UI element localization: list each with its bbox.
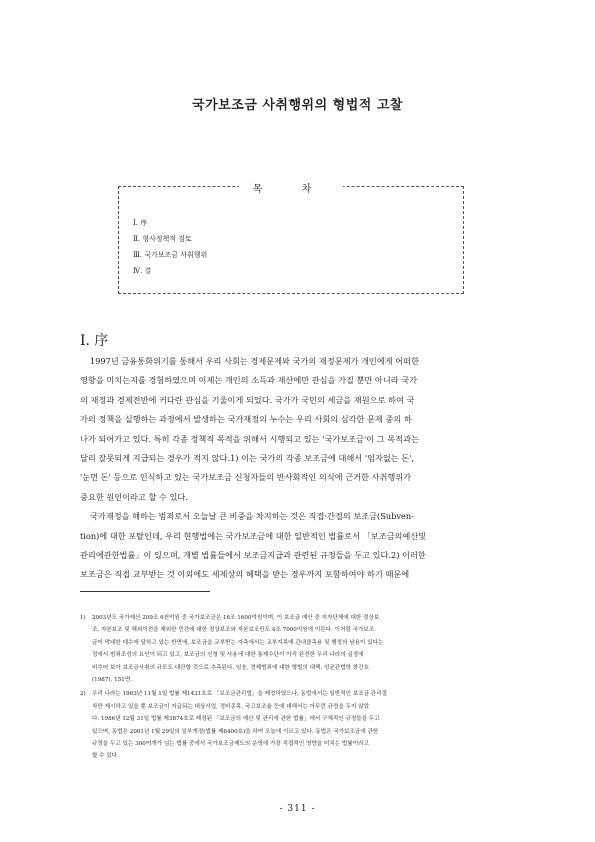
text-line: 관리에관한법률」이 있으며, 개별 법률들에서 보조금지급과 관련된 규정들을 두고 있다.2) 이러한 [80, 550, 426, 561]
footnote-line: 2003년도 국가예산 209조 6천억원 중 국가보조금은 16조 1600억원이며, 이 보조금 예산 중 지자단체에 대한 경상보 [92, 615, 380, 621]
footnote-line: 할 수 있다. [92, 753, 119, 760]
footnote-line: 금이 막대한 데수에 달하고 있는 반면에, 보조금을 교부받는 자측에서는 교부지목에 관내클측용 및 행정의 남용이 있다는 [92, 639, 384, 646]
footnote-line: 다. 1986년 12월 31일 법률 제3874호로 제정된 「보조금의 예산 및 관리에 관한 법률」에서 구체적인 규정들을 두고 [92, 716, 380, 723]
toc-heading: 목 차 [239, 184, 344, 195]
text-line: 가의 정책을 실행하는 과정에서 발생하는 국가재정의 누수는 우리 사회의 심각한 문제 중의 하 [80, 414, 412, 425]
footnote-divider [80, 591, 210, 592]
toc-item[interactable]: Ⅱ. 형사정책적 검토 [133, 235, 192, 243]
text-line: '눈먼 돈' 등으로 인식하고 있는 국가보조금 신청자들의 반사회적인 의식에 근거한 사취행위가 [80, 472, 412, 483]
footnote [80, 612, 520, 686]
footnote-line: 규정을 두고 있는 300여개가 넘는 법률 중에서 국가보조금제도의 운영에 가장 직접적인 영향을 미치는 법률이라고 [92, 741, 369, 748]
paragraph [80, 352, 526, 507]
toc-item[interactable]: Ⅲ. 국가보조금 사취행위 [133, 251, 208, 259]
footnote-line: 정에서 범죄조성의 요인이 되고 있고, 보조금의 신청 및 사용에 대한 통제수단이 아직 완전한 우리 나라의 실정에 [92, 652, 364, 659]
text-line: 보조금은 직접 교부받는 것 이외에도 세제상의 혜택을 받는 경우까지 포함하여야 하기 때문에 [80, 569, 410, 580]
footnote-number[interactable]: 2) [80, 691, 86, 698]
toc-item[interactable]: Ⅳ. 결 [133, 267, 152, 275]
text-line: 1997년 금융통화위기를 통해서 우리 사회는 경제문제와 국가의 재정문제가 개인에게 어떠한 [90, 356, 419, 366]
page-number: - 311 - [279, 804, 316, 814]
section-heading: Ⅰ. 序 [80, 333, 109, 349]
footnote [80, 688, 520, 762]
text-line: 중요한 원인이라고 할 수 있다. [80, 491, 188, 502]
toc-item[interactable]: Ⅰ. 序 [133, 219, 148, 227]
footnote-line: (1987), 151면. [92, 677, 133, 684]
footnote-line: 있으며, 동법은 2001년 1월 29일의 일부개정(법률 제6400호)을 하여 오늘에 이르고 있다. 동법은 국가보조금에 관한 [92, 728, 379, 735]
toc-list [133, 215, 207, 279]
text-line: tion)에 대한 포탈인데, 우리 현행법에는 국가보조금에 대한 일반적인 법률로서 「보조금의예산및 [80, 530, 427, 541]
text-line: 의 재정과 경제전반에 커다란 관심을 기울이게 되었다. 국가가 국민의 세금을 재원으로 하여 국 [80, 394, 415, 405]
text-line: 나가 되어가고 있다. 특히 각종 정책적 목적을 위해서 시행되고 있는 '국가보조금'이 그 목적과는 [80, 433, 419, 444]
footnote-line: 비추어 보아 보조금사취의 규모도 대단할 것으로 추측된다. 임웅, 경제범죄에 대한 형벌의 대책, 성균관법학 창간호 [92, 664, 370, 671]
footnote-line: 차만 제시하고 있을 뿐 보조금이 지급되는 대상사업, 경비종목, 국고보조율 등에 대해서는 아무런 규정을 두지 않았 [92, 703, 370, 710]
text-line: 영향을 미치는지를 경험하였으며 이제는 개인의 소득과 재산에만 관심을 가질 뿐만 아니라 국가 [80, 375, 418, 386]
text-line: 국가재정을 해하는 범죄로서 오늘날 큰 비중을 차지하는 것은 직접·간접의 보조금(Subven- [90, 511, 414, 522]
page-title: 국가보조금 사취행위의 형법적 고찰 [192, 98, 403, 113]
table-of-contents [118, 186, 464, 294]
paragraph [80, 507, 526, 585]
body-text [80, 352, 526, 585]
footnotes [80, 612, 520, 765]
footnote-line: 조, 자본보조 및 해외이전을 제외한 민간에 대한 경상보조와 자본보조만도 4조 7000억원에 이른다. 이처럼 국가보조 [92, 627, 375, 634]
footnote-number[interactable]: 1) [80, 615, 86, 621]
footnote-line: 우리 나라는 1963년 11월 1일 법률 제1431호로 「보조금관리법」을 제정하였으나, 동법에서는 일반적인 보조금 관리절 [92, 691, 387, 698]
text-line: 달리 잘못되게 지급되는 경우가 적지 않다.1) 이는 국가의 각종 보조금에 대해서 '임자없는 돈', [80, 453, 415, 464]
